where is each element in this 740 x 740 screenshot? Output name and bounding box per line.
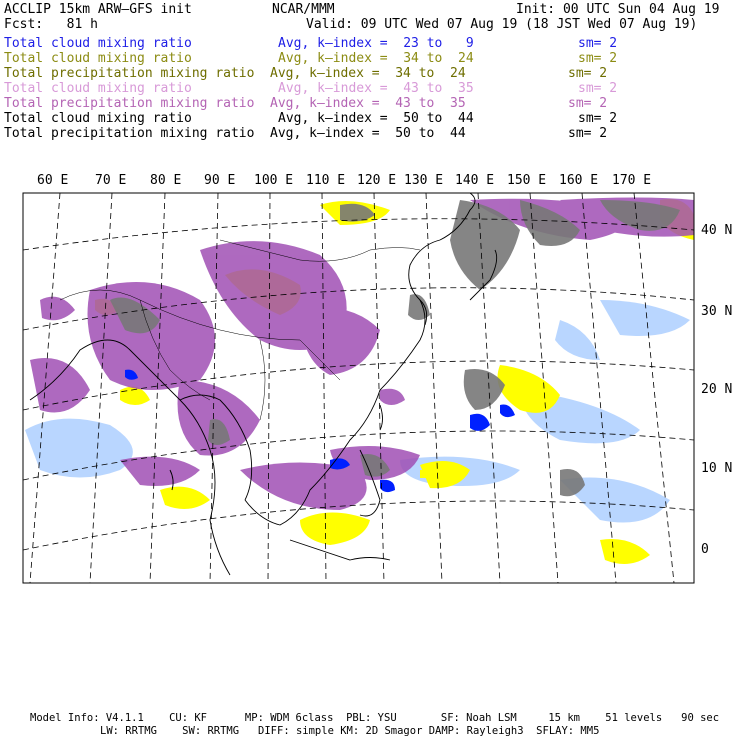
init-time: Init: 00 UTC Sun 04 Aug 19: [516, 2, 720, 17]
field-sm: sm= 2: [568, 126, 608, 141]
forecast-hour: Fcst: 81 h: [4, 17, 98, 32]
lon-label: 160 E: [559, 173, 599, 188]
lon-label: 150 E: [507, 173, 547, 188]
field-name: Total cloud mixing ratio: [4, 36, 192, 51]
field-sm: sm= 2: [578, 36, 618, 51]
field-name: Total precipitation mixing ratio: [4, 66, 255, 81]
field-name: Total cloud mixing ratio: [4, 81, 192, 96]
lon-label: 100 E: [254, 173, 294, 188]
lat-label: 0: [701, 542, 709, 557]
model-info: Model Info: V4.1.1 CU: KF MP: WDM 6class PBL: YSU SF: Noah LSM 15 km 51 levels 90 sec: [30, 712, 720, 724]
field-name: Total cloud mixing ratio: [4, 51, 192, 66]
lat-label: 10 N: [701, 461, 733, 476]
field-avg: Avg, k–index = 43 to 35: [270, 96, 466, 111]
field-avg: Avg, k–index = 34 to 24: [270, 66, 466, 81]
lon-label: 90 E: [204, 173, 236, 188]
field-avg: Avg, k–index = 50 to 44: [270, 126, 466, 141]
physics-info: LW: RRTMG SW: RRTMG DIFF: simple KM: 2D Smagor DAMP: Rayleigh3 SFLAY: MM5: [100, 725, 600, 737]
lon-label: 130 E: [404, 173, 444, 188]
field-avg: Avg, k–index = 23 to 9: [278, 36, 474, 51]
lon-label: 110 E: [306, 173, 346, 188]
field-name: Total precipitation mixing ratio: [4, 126, 255, 141]
model-title: ACCLIP 15km ARW–GFS init: [4, 2, 192, 17]
field-sm: sm= 2: [568, 96, 608, 111]
lat-label: 20 N: [701, 382, 733, 397]
lon-label: 60 E: [37, 173, 69, 188]
field-sm: sm= 2: [578, 81, 618, 96]
valid-time: Valid: 09 UTC Wed 07 Aug 19 (18 JST Wed 07 Aug 19): [306, 17, 698, 32]
field-avg: Avg, k–index = 50 to 44: [278, 111, 474, 126]
lon-label: 170 E: [612, 173, 652, 188]
lon-label: 140 E: [455, 173, 495, 188]
field-name: Total cloud mixing ratio: [4, 111, 192, 126]
center-label: NCAR/MMM: [272, 2, 335, 17]
field-sm: sm= 2: [568, 66, 608, 81]
lon-label: 120 E: [357, 173, 397, 188]
field-sm: sm= 2: [578, 51, 618, 66]
field-sm: sm= 2: [578, 111, 618, 126]
field-name: Total precipitation mixing ratio: [4, 96, 255, 111]
lon-label: 80 E: [150, 173, 182, 188]
lat-label: 30 N: [701, 304, 733, 319]
field-avg: Avg, k–index = 43 to 35: [278, 81, 474, 96]
lon-label: 70 E: [95, 173, 127, 188]
lat-label: 40 N: [701, 223, 733, 238]
field-avg: Avg, k–index = 34 to 24: [278, 51, 474, 66]
